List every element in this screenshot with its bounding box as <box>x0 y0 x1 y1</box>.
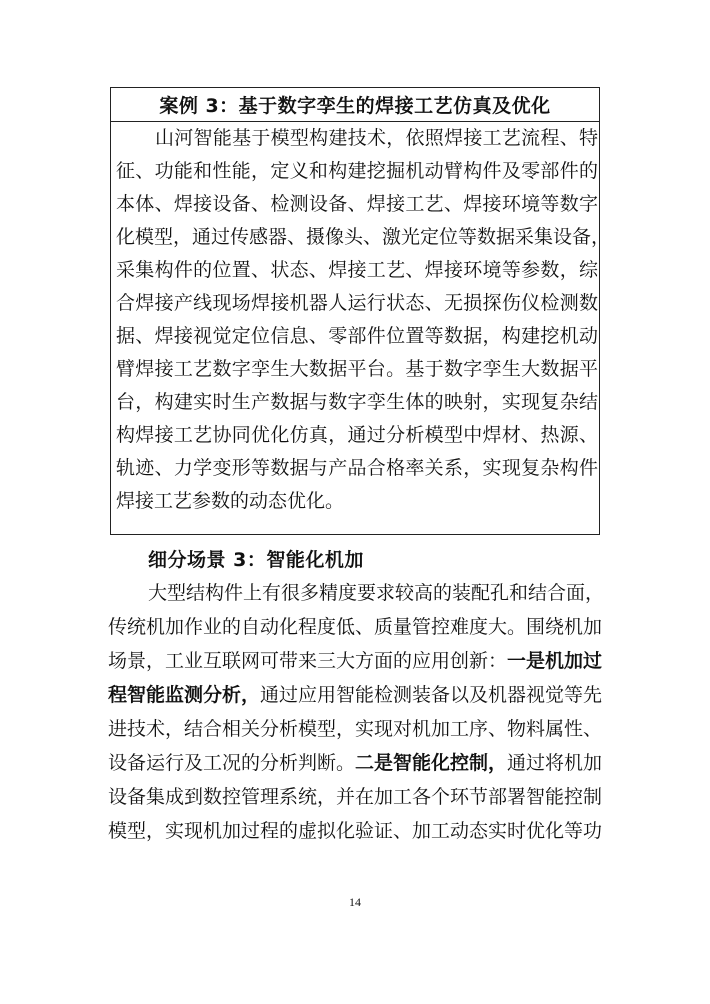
paragraph-line: 大型结构件上有很多精度要求较高的装配孔和结合面， <box>148 582 605 604</box>
line-text: 通过应用智能检测装备以及机器视觉等先 <box>260 684 603 706</box>
case-line: 臂焊接工艺数字孪生大数据平台。基于数字孪生大数据平 <box>116 358 598 380</box>
line-text: 通过将机加 <box>507 752 603 774</box>
bold-phrase: 二是智能化控制， <box>355 752 508 774</box>
paragraph-line: 传统机加作业的自动化程度低、质量管控难度大。围绕机加 <box>108 616 603 638</box>
section-heading: 细分场景 3：智能化机加 <box>148 549 364 571</box>
bold-phrase: 程智能监测分析， <box>108 684 261 706</box>
case-line: 台，构建实时生产数据与数字孪生体的映射，实现复杂结 <box>116 391 598 413</box>
paragraph-line: 进技术，结合相关分析模型，实现对机加工序、物料属性、 <box>108 718 603 740</box>
case-line: 山河智能基于模型构建技术，依照焊接工艺流程、特 <box>155 127 598 149</box>
line-text: 场景，工业互联网可带来三大方面的应用创新： <box>108 650 508 672</box>
page-number: 14 <box>349 895 361 909</box>
case-line: 征、功能和性能，定义和构建挖掘机动臂构件及零部件的 <box>116 160 598 182</box>
paragraph-line: 模型，实现机加过程的虚拟化验证、加工动态实时优化等功 <box>108 820 603 842</box>
case-line: 轨迹、力学变形等数据与产品合格率关系，实现复杂构件 <box>116 457 598 479</box>
line-text: 设备运行及工况的分析判断。 <box>108 752 356 774</box>
bold-phrase: 一是机加过 <box>507 650 603 672</box>
case-box <box>110 87 611 535</box>
case-line: 合焊接产线现场焊接机器人运行状态、无损探伤仪检测数 <box>116 292 598 314</box>
case-line: 焊接工艺参数的动态优化。 <box>116 490 345 512</box>
case-line: 化模型，通过传感器、摄像头、激光定位等数据采集设备， <box>116 226 611 248</box>
paragraph-line <box>108 750 603 776</box>
case-title: 案例 3：基于数字孪生的焊接工艺仿真及优化 <box>159 95 551 117</box>
case-line: 据、焊接视觉定位信息、零部件位置等数据，构建挖机动 <box>116 325 598 347</box>
case-line: 本体、焊接设备、检测设备、焊接工艺、焊接环境等数字 <box>116 193 598 215</box>
case-line: 采集构件的位置、状态、焊接工艺、焊接环境等参数，综 <box>116 259 598 281</box>
paragraph-line <box>108 682 603 708</box>
case-line: 构焊接工艺协同优化仿真，通过分析模型中焊材、热源、 <box>116 424 598 446</box>
paragraph-line <box>108 648 603 674</box>
paragraph-line: 设备集成到数控管理系统，并在加工各个环节部署智能控制 <box>108 786 603 808</box>
case-title-row <box>111 88 599 122</box>
